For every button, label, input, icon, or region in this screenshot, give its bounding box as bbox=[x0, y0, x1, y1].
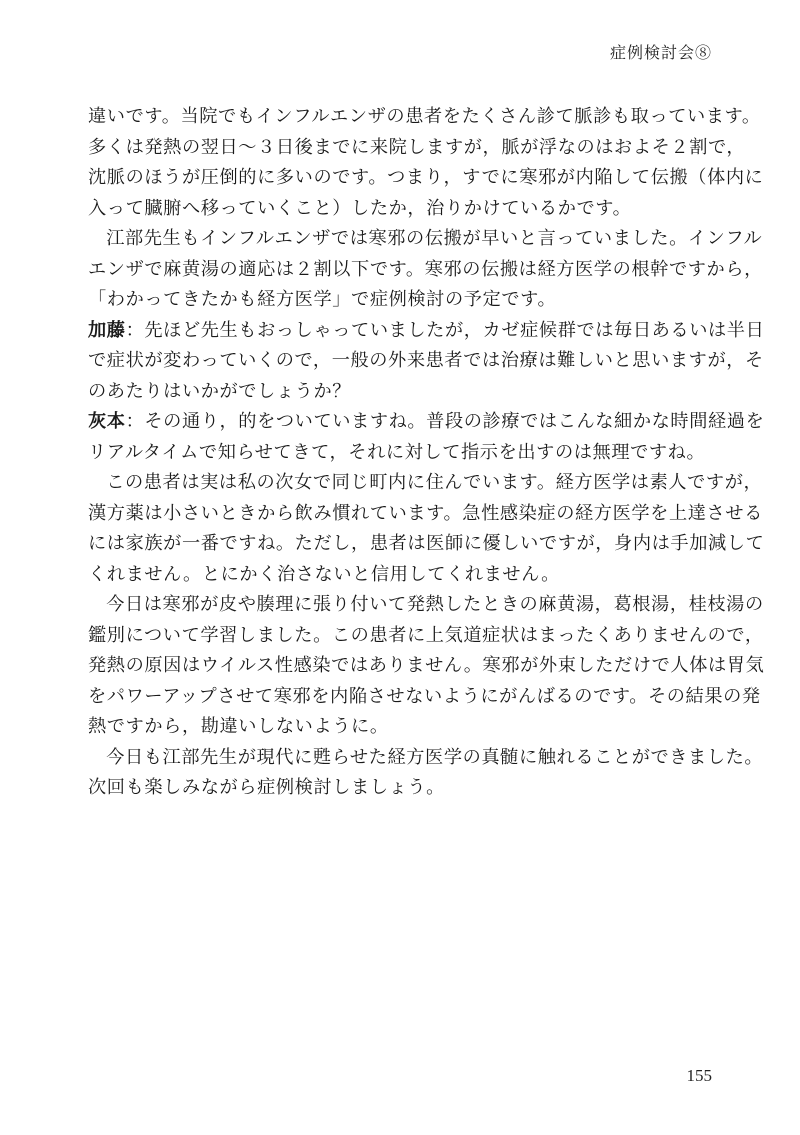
text-line: 発熱の原因はウイルス性感染ではありません。寒邪が外束しただけで人体は胃気 bbox=[88, 655, 765, 676]
text-line: 沈脈のほうが圧倒的に多いのです。つまり，すでに寒邪が内陥して伝搬（体内に bbox=[88, 167, 764, 188]
text-line: 入って臓腑へ移っていくこと）したか，治りかけているかです。 bbox=[88, 197, 632, 219]
text-line: 違いです。当院でもインフルエンザの患者をたくさん診て脈診も取っています。 bbox=[88, 106, 761, 127]
body-text bbox=[88, 102, 765, 804]
text-line: 熱ですから，勘違いしないように。 bbox=[88, 716, 389, 737]
text-line: で症状が変わっていくので，一般の外来患者では治療は難しいと思いますが，そ bbox=[88, 350, 764, 371]
dialogue-line-haimoto bbox=[88, 407, 765, 438]
text-line: 次回も楽しみながら症例検討しましょう。 bbox=[88, 777, 445, 798]
text-line: この患者は実は私の次女で同じ町内に住んでいます。経方医学は素人ですが， bbox=[106, 472, 763, 493]
text-line: 今日も江部先生が現代に甦らせた経方医学の真髄に触れることができました。 bbox=[106, 746, 764, 768]
text-line: のあたりはいかがでしょうか？ bbox=[88, 380, 352, 402]
dialogue-text: ：その通り，的をついていますね。普段の診療ではこんな細かな時間経過を bbox=[125, 411, 765, 432]
page-number: 155 bbox=[686, 1066, 712, 1085]
text-line: 今日は寒邪が皮や腠理に張り付いて発熱したときの麻黄湯，葛根湯，桂枝湯の bbox=[106, 594, 764, 615]
text-line: 鑑別について学習しました。この患者に上気道症状はまったくありませんので， bbox=[88, 624, 764, 646]
dialogue-text: ：先ほど先生もおっしゃっていましたが，カゼ症候群では毎日あるいは半日 bbox=[125, 319, 765, 341]
text-line: 漢方薬は小さいときから飲み慣れています。急性感染症の経方医学を上達させる bbox=[88, 502, 763, 524]
text-line: 多くは発熱の翌日〜３日後までに来院しますが，脈が浮なのはおよそ２割で， bbox=[88, 136, 746, 158]
dialogue-line-kato bbox=[88, 316, 765, 347]
text-line: をパワーアップさせて寒邪を内陥させないようにがんばるのです。その結果の発 bbox=[88, 685, 761, 707]
speaker-name-haimoto: 灰本 bbox=[88, 411, 126, 432]
text-line: 「わかってきたかも経方医学」で症例検討の予定です。 bbox=[88, 289, 557, 310]
speaker-name-kato: 加藤 bbox=[88, 319, 126, 341]
text-line: くれません。とにかく治さないと信用してくれません。 bbox=[88, 563, 560, 585]
running-header-title: 症例検討会⑧ bbox=[609, 43, 712, 62]
text-line: 江部先生もインフルエンザでは寒邪の伝搬が早いと言っていました。インフル bbox=[106, 228, 763, 249]
text-line: エンザで麻黄湯の適応は２割以下です。寒邪の伝搬は経方医学の根幹ですから， bbox=[88, 258, 763, 280]
text-line: リアルタイムで知らせてきて，それに対して指示を出すのは無理ですね。 bbox=[88, 441, 706, 463]
text-line: には家族が一番ですね。ただし，患者は医師に優しいですが，身内は手加減して bbox=[88, 533, 765, 554]
